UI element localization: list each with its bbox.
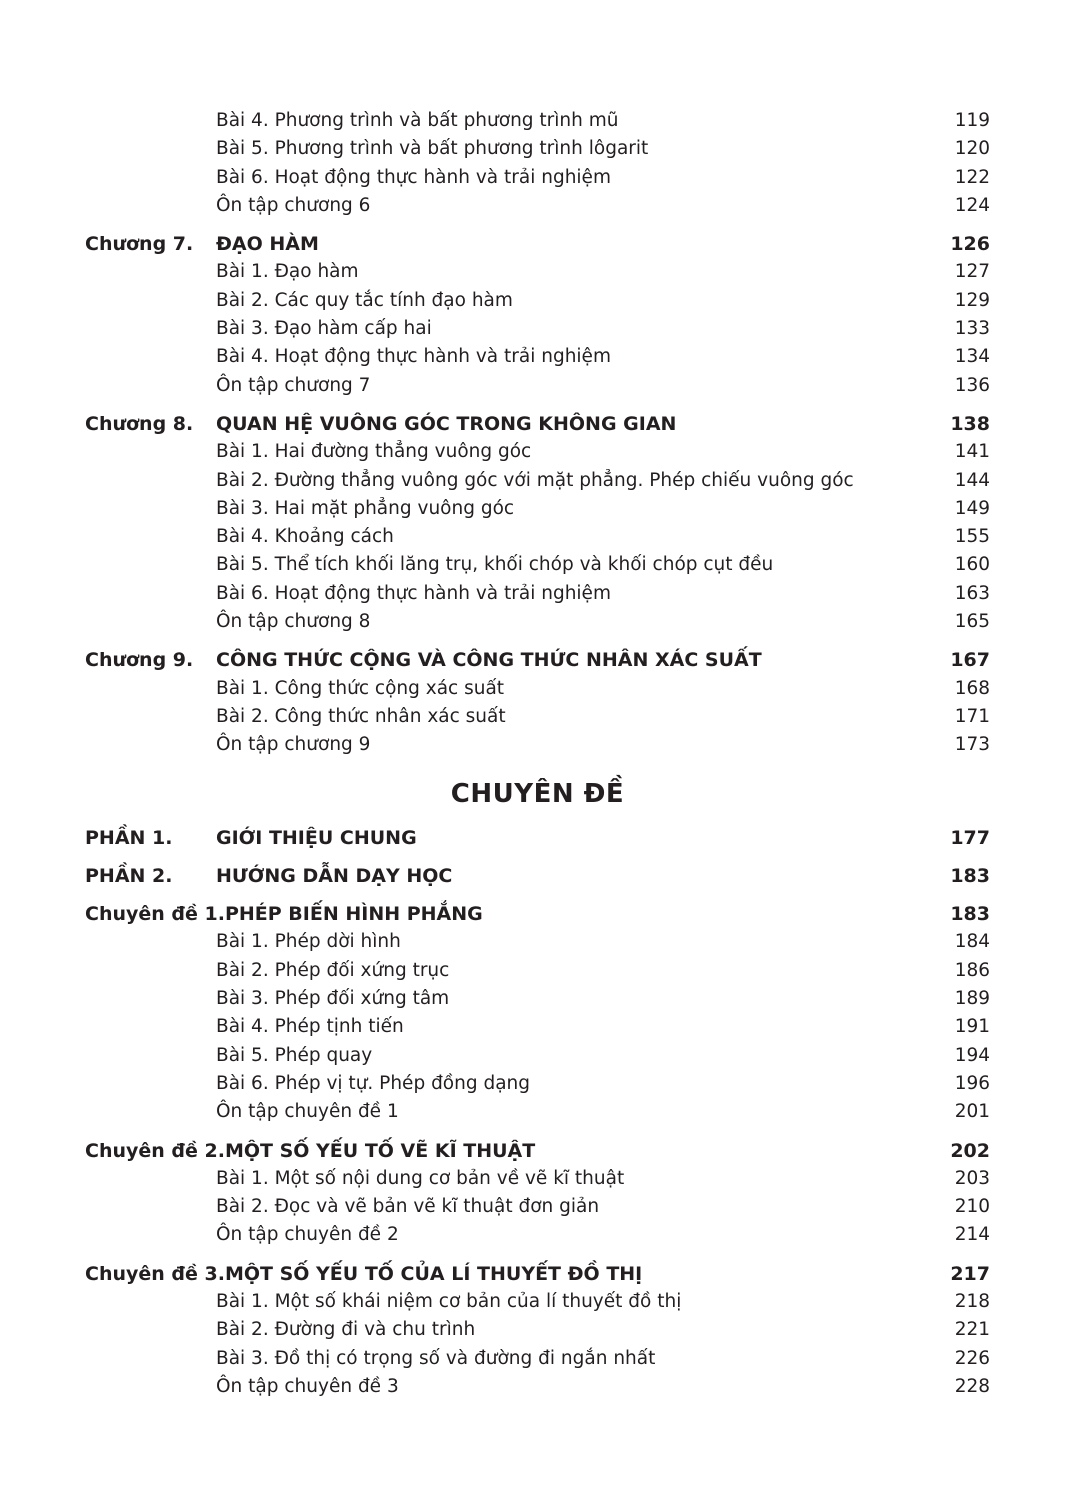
entry-page-number: 214 — [954, 1224, 990, 1246]
entry-page-number: 160 — [954, 554, 990, 576]
entry-page-number: 129 — [954, 289, 990, 311]
entry-title: Bài 1. Phép dời hình — [216, 931, 401, 953]
entry-page-number: 226 — [954, 1347, 990, 1369]
section-title: QUAN HỆ VUÔNG GÓC TRONG KHÔNG GIAN — [216, 412, 677, 435]
section-heading-row — [85, 1260, 990, 1288]
entry-title: Ôn tập chương 7 — [216, 374, 371, 396]
entry-page-number: 134 — [954, 346, 990, 368]
entry-title: Ôn tập chương 9 — [216, 734, 371, 756]
entry-title: Bài 2. Đường đi và chu trình — [216, 1319, 476, 1341]
entry-page-number: 124 — [954, 194, 990, 216]
toc-section — [85, 824, 990, 852]
toc-entry-row — [85, 675, 990, 703]
toc-entry-row — [85, 495, 990, 523]
entry-title: Bài 2. Phép đối xứng trục — [216, 959, 450, 981]
entry-title: Bài 3. Đạo hàm cấp hai — [216, 318, 432, 340]
section-heading-row — [85, 824, 990, 852]
toc-entry-row — [85, 1345, 990, 1373]
section-heading-row — [85, 646, 990, 674]
entry-title: Ôn tập chuyên đề 3 — [216, 1375, 399, 1397]
toc-entry-row — [85, 928, 990, 956]
entry-title: Bài 1. Công thức cộng xác suất — [216, 677, 505, 699]
entry-page-number: 141 — [954, 441, 990, 463]
section-label: PHẦN 2. — [85, 864, 173, 887]
section-title: MỘT SỐ YẾU TỐ CỦA LÍ THUYẾT ĐỒ THỊ — [224, 1262, 643, 1285]
entry-title: Bài 2. Các quy tắc tính đạo hàm — [216, 289, 513, 311]
toc-entry-row — [85, 985, 990, 1013]
section-title: CÔNG THỨC CỘNG VÀ CÔNG THỨC NHÂN XÁC SUẤT — [216, 649, 762, 672]
entry-page-number: 173 — [954, 734, 990, 756]
entry-page-number: 133 — [954, 318, 990, 340]
entry-page-number: 221 — [954, 1319, 990, 1341]
toc-section — [85, 1137, 990, 1250]
entry-title: Bài 5. Thể tích khối lăng trụ, khối chóp và khối chóp cụt đều — [216, 554, 774, 576]
toc-section — [85, 862, 990, 890]
entry-title: Bài 4. Hoạt động thực hành và trải nghiệm — [216, 346, 611, 368]
toc-entry-row — [85, 551, 990, 579]
section-label: Chương 7. — [85, 233, 194, 256]
toc-section — [85, 410, 990, 636]
entry-page-number: 228 — [954, 1375, 990, 1397]
section-label: Chuyên đề 1. — [85, 903, 225, 926]
toc-entry-row — [85, 523, 990, 551]
toc-entry-row — [85, 1042, 990, 1070]
toc — [85, 0, 990, 1401]
entry-title: Bài 3. Phép đối xứng tâm — [216, 988, 450, 1010]
entry-page-number: 189 — [954, 988, 990, 1010]
section-page-number: 217 — [950, 1262, 990, 1285]
entry-page-number: 218 — [954, 1290, 990, 1312]
toc-entry-row — [85, 731, 990, 759]
entry-page-number: 191 — [954, 1016, 990, 1038]
toc-entry-row — [85, 1373, 990, 1401]
entry-page-number: 127 — [954, 261, 990, 283]
toc-entry-row — [85, 1165, 990, 1193]
entry-page-number: 149 — [954, 497, 990, 519]
toc-entry-row — [85, 343, 990, 371]
entry-page-number: 171 — [954, 705, 990, 727]
toc-entry-row — [85, 1070, 990, 1098]
entry-title: Bài 6. Phép vị tự. Phép đồng dạng — [216, 1072, 531, 1094]
entry-page-number: 136 — [954, 374, 990, 396]
entry-title: Bài 4. Phép tịnh tiến — [216, 1016, 404, 1038]
toc-entry-row — [85, 315, 990, 343]
section-title: GIỚI THIỆU CHUNG — [216, 826, 417, 849]
section-label: Chương 9. — [85, 649, 194, 672]
toc-section — [85, 646, 990, 759]
toc-entry-row — [85, 1288, 990, 1316]
entry-title: Bài 2. Đường thẳng vuông góc với mặt phẳng. Phép chiếu vuông góc — [216, 469, 854, 491]
entry-title: Ôn tập chương 6 — [216, 194, 371, 216]
section-label: Chuyên đề 2. — [85, 1139, 225, 1162]
section-page-number: 183 — [950, 903, 990, 926]
section-page-number: 138 — [950, 412, 990, 435]
toc-entry-row — [85, 135, 990, 163]
toc-entry-row — [85, 258, 990, 286]
toc-entry-row — [85, 1013, 990, 1041]
entry-page-number: 186 — [954, 959, 990, 981]
toc-entry-row — [85, 957, 990, 985]
entry-page-number: 194 — [954, 1044, 990, 1066]
entry-title: Bài 1. Một số khái niệm cơ bản của lí thuyết đồ thị — [216, 1290, 682, 1312]
toc-entry-row — [85, 372, 990, 400]
entry-title: Bài 6. Hoạt động thực hành và trải nghiệm — [216, 582, 611, 604]
entry-title: Bài 6. Hoạt động thực hành và trải nghiệm — [216, 166, 611, 188]
entry-page-number: 210 — [954, 1196, 990, 1218]
section-heading-row — [85, 230, 990, 258]
entry-title: Ôn tập chuyên đề 2 — [216, 1224, 399, 1246]
toc-entry-row — [85, 703, 990, 731]
entry-page-number: 163 — [954, 582, 990, 604]
toc-entry-row — [85, 164, 990, 192]
section-title: ĐẠO HÀM — [216, 233, 319, 256]
entry-title: Bài 4. Phương trình và bất phương trình mũ — [216, 110, 619, 131]
entry-page-number: 155 — [954, 526, 990, 548]
section-heading-row — [85, 862, 990, 890]
toc-entry-row — [85, 192, 990, 220]
toc-section — [85, 1260, 990, 1401]
entry-page-number: 165 — [954, 611, 990, 633]
toc-entry-row — [85, 608, 990, 636]
entry-title: Bài 2. Đọc và vẽ bản vẽ kĩ thuật đơn giản — [216, 1196, 600, 1218]
section-page-number: 177 — [950, 826, 990, 849]
entry-title: Bài 3. Hai mặt phẳng vuông góc — [216, 497, 515, 519]
entry-page-number: 196 — [954, 1072, 990, 1094]
entry-title: Ôn tập chuyên đề 1 — [216, 1101, 399, 1123]
entry-title: Bài 1. Một số nội dung cơ bản về vẽ kĩ thuật — [216, 1167, 625, 1189]
entry-page-number: 119 — [954, 110, 990, 131]
entry-title: Bài 2. Công thức nhân xác suất — [216, 705, 506, 727]
entry-title: Bài 3. Đồ thị có trọng số và đường đi ngắn nhất — [216, 1347, 656, 1369]
entry-page-number: 184 — [954, 931, 990, 953]
entry-page-number: 203 — [954, 1167, 990, 1189]
toc-entry-row — [85, 467, 990, 495]
divider-heading: CHUYÊN ĐỀ — [450, 778, 625, 809]
section-label: Chương 8. — [85, 412, 194, 435]
section-page-number: 183 — [950, 864, 990, 887]
toc-entry-row — [85, 580, 990, 608]
toc-entry-row — [85, 287, 990, 315]
toc-section — [85, 230, 990, 400]
section-page-number: 167 — [950, 649, 990, 672]
section-heading-row — [85, 410, 990, 438]
section-page-number: 202 — [950, 1139, 990, 1162]
toc-entry-row — [85, 1098, 990, 1126]
section-title: PHÉP BIẾN HÌNH PHẲNG — [224, 903, 483, 926]
section-label: Chuyên đề 3. — [85, 1262, 225, 1285]
toc-entry-row — [85, 107, 990, 135]
entry-title: Bài 4. Khoảng cách — [216, 526, 394, 548]
section-heading-row — [85, 900, 990, 928]
toc-entry-row — [85, 438, 990, 466]
section-title: HƯỚNG DẪN DẠY HỌC — [216, 864, 453, 887]
toc-section — [85, 900, 990, 1126]
section-heading-row — [85, 1137, 990, 1165]
entry-page-number: 122 — [954, 166, 990, 188]
section-title: MỘT SỐ YẾU TỐ VẼ KĨ THUẬT — [224, 1139, 536, 1162]
entry-page-number: 120 — [954, 138, 990, 160]
toc-section — [85, 107, 990, 220]
section-label: PHẦN 1. — [85, 826, 173, 849]
entry-title: Bài 1. Đạo hàm — [216, 261, 359, 283]
entry-title: Ôn tập chương 8 — [216, 611, 371, 633]
entry-title: Bài 1. Hai đường thẳng vuông góc — [216, 441, 532, 463]
section-page-number: 126 — [950, 233, 990, 256]
entry-page-number: 144 — [954, 469, 990, 491]
entry-page-number: 201 — [954, 1101, 990, 1123]
toc-entry-row — [85, 1221, 990, 1249]
entry-title: Bài 5. Phương trình và bất phương trình lôgarit — [216, 138, 649, 160]
toc-entry-row — [85, 1193, 990, 1221]
entry-title: Bài 5. Phép quay — [216, 1044, 373, 1066]
entry-page-number: 168 — [954, 677, 990, 699]
toc-entry-row — [85, 1316, 990, 1344]
